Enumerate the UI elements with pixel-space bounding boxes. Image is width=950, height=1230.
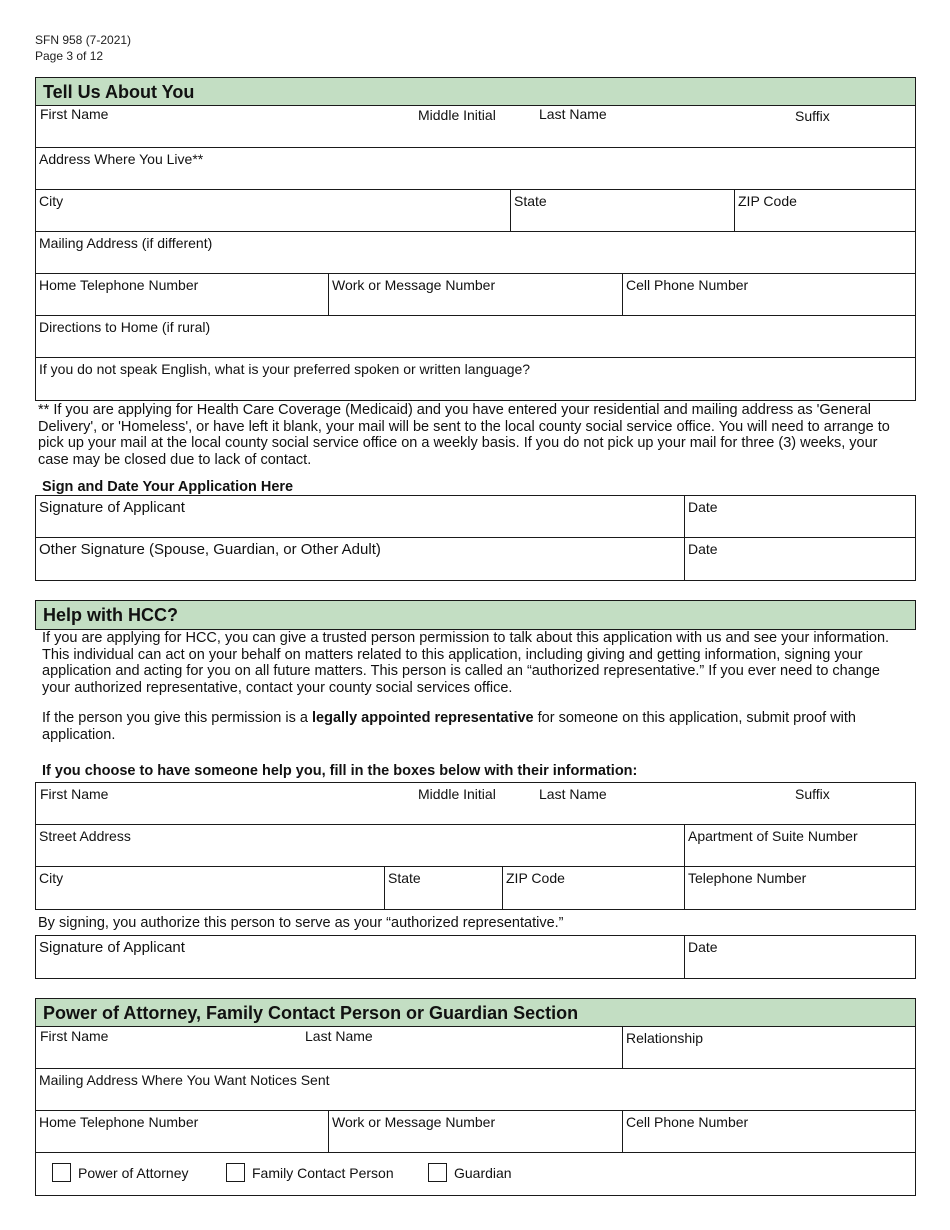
applicant-signature-field[interactable]	[36, 496, 684, 537]
other-signature-label: Other Signature (Spouse, Guardian, or Other Adult)	[39, 541, 381, 558]
help-p2-post: for someone on this application, submit proof with application.	[42, 710, 857, 743]
helper-state-field[interactable]	[384, 867, 502, 909]
phone-row	[36, 274, 915, 316]
helper-zip-label: ZIP Code	[506, 870, 565, 886]
helper-sign-box	[35, 935, 916, 979]
directions-label: Directions to Home (if rural)	[39, 319, 211, 335]
help-title: Help with HCC?	[36, 601, 915, 629]
helper-first-name-label: First Name	[40, 786, 109, 802]
address-label: Address Where You Live**	[39, 151, 204, 167]
sign-section	[35, 495, 916, 581]
guardian-checkbox[interactable]	[428, 1163, 512, 1182]
date2-label: Date	[688, 541, 718, 557]
directions-field[interactable]	[36, 316, 915, 358]
help-paragraph-1: If you are applying for HCC, you can give a trusted person permission to talk about this application with us and see your information. This individual can act on your behalf on matters related to this application, including giving and getting information, signing your application and acting for you on all future matters. This person is called an “authorized representative.” If you ever need to change your authorized representative, contact your county social services office.	[42, 630, 890, 696]
date-label: Date	[688, 499, 718, 515]
helper-sign-row	[36, 936, 915, 978]
zip-field[interactable]	[734, 190, 915, 231]
poa-phone-row	[36, 1111, 915, 1153]
help-paragraph-2	[42, 710, 907, 743]
language-label: If you do not speak English, what is your preferred spoken or written language?	[39, 361, 531, 377]
sign-heading: Sign and Date Your Application Here	[42, 479, 294, 495]
mailing-field[interactable]	[36, 232, 915, 274]
poa-title: Power of Attorney, Family Contact Person or Guardian Section	[36, 999, 915, 1027]
suffix-label: Suffix	[795, 108, 830, 124]
poa-name-row	[36, 1027, 915, 1069]
helper-street-row	[36, 825, 915, 867]
helper-street-label: Street Address	[39, 828, 131, 844]
mailing-label: Mailing Address (if different)	[39, 235, 213, 251]
helper-last-name-label: Last Name	[539, 786, 607, 802]
about-section	[35, 77, 916, 401]
fill-heading: If you choose to have someone help you, fill in the boxes below with their information:	[42, 763, 638, 779]
poa-cell-phone-label: Cell Phone Number	[626, 1114, 749, 1130]
helper-city-row	[36, 867, 915, 909]
poa-cell-phone-field[interactable]	[622, 1111, 915, 1152]
helper-phone-field[interactable]	[684, 867, 915, 909]
cell-phone-label: Cell Phone Number	[626, 277, 749, 293]
helper-street-field[interactable]	[36, 825, 684, 866]
poa-home-phone-label: Home Telephone Number	[39, 1114, 199, 1130]
helper-phone-label: Telephone Number	[688, 870, 807, 886]
date2-field[interactable]	[684, 538, 915, 580]
state-label: State	[514, 193, 547, 209]
helper-info-box	[35, 782, 916, 910]
work-phone-field[interactable]	[328, 274, 622, 315]
helper-zip-field[interactable]	[502, 867, 684, 909]
poa-relationship-label: Relationship	[626, 1030, 704, 1046]
home-phone-field[interactable]	[36, 274, 328, 315]
authorize-text: By signing, you authorize this person to serve as your “authorized representative.”	[38, 915, 564, 931]
poa-work-phone-label: Work or Message Number	[332, 1114, 496, 1130]
work-phone-label: Work or Message Number	[332, 277, 496, 293]
sign-row-1	[36, 496, 915, 538]
poa-options-row	[36, 1153, 915, 1195]
helper-city-field[interactable]	[36, 867, 384, 909]
helper-suffix-label: Suffix	[795, 786, 830, 802]
sign-row-2	[36, 538, 915, 580]
help-section	[35, 600, 916, 630]
helper-applicant-signature-field[interactable]	[36, 936, 684, 978]
page-number: Page 3 of 12	[35, 49, 104, 63]
family-contact-checkbox-label: Family Contact Person	[252, 1164, 394, 1181]
helper-state-label: State	[388, 870, 421, 886]
poa-home-phone-field[interactable]	[36, 1111, 328, 1152]
poa-checkbox-box[interactable]	[52, 1163, 71, 1182]
helper-city-label: City	[39, 870, 64, 886]
name-row[interactable]	[36, 106, 915, 148]
poa-mailing-label: Mailing Address Where You Want Notices Sent	[39, 1072, 330, 1088]
poa-first-name-label: First Name	[40, 1028, 109, 1044]
helper-applicant-signature-label: Signature of Applicant	[39, 939, 185, 956]
cell-phone-field[interactable]	[622, 274, 915, 315]
form-id: SFN 958 (7-2021)	[35, 33, 132, 47]
poa-work-phone-field[interactable]	[328, 1111, 622, 1152]
date-field[interactable]	[684, 496, 915, 537]
state-field[interactable]	[510, 190, 734, 231]
address-note: ** If you are applying for Health Care Coverage (Medicaid) and you have entered your residential and mailing address as 'General Delivery', or 'Homeless', or have left it blank, your mail will be sent to the local county social service office. You will need to arrange to pick up your mail at the local county social service office on a weekly basis. If you do not pick up your mail for three (3) weeks, your case may be closed due to lack of contact.	[38, 402, 890, 468]
city-row	[36, 190, 915, 232]
poa-relationship-field[interactable]	[622, 1027, 915, 1068]
home-phone-label: Home Telephone Number	[39, 277, 199, 293]
poa-checkbox-label: Power of Attorney	[78, 1164, 189, 1181]
applicant-signature-label: Signature of Applicant	[39, 499, 185, 516]
address-field[interactable]	[36, 148, 915, 190]
city-label: City	[39, 193, 64, 209]
help-p2-pre: If the person you give this permission is a	[42, 710, 312, 726]
city-field[interactable]	[36, 190, 510, 231]
zip-label: ZIP Code	[738, 193, 797, 209]
poa-last-name-label: Last Name	[305, 1028, 373, 1044]
poa-section	[35, 998, 916, 1196]
helper-date-field[interactable]	[684, 936, 915, 978]
help-p2-bold: legally appointed representative	[312, 710, 534, 726]
other-signature-field[interactable]	[36, 538, 684, 580]
poa-mailing-field[interactable]	[36, 1069, 915, 1111]
last-name-label: Last Name	[539, 106, 607, 122]
family-contact-checkbox-box[interactable]	[226, 1163, 245, 1182]
poa-checkbox[interactable]	[52, 1163, 189, 1182]
helper-apt-label: Apartment of Suite Number	[688, 828, 858, 844]
first-name-label: First Name	[40, 106, 109, 122]
helper-apt-field[interactable]	[684, 825, 915, 866]
family-contact-checkbox[interactable]	[226, 1163, 394, 1182]
poa-name-field[interactable]	[36, 1027, 622, 1068]
helper-middle-initial-label: Middle Initial	[418, 786, 496, 802]
language-field[interactable]	[36, 358, 915, 400]
about-title: Tell Us About You	[36, 78, 915, 106]
helper-name-row[interactable]	[36, 783, 915, 825]
guardian-checkbox-label: Guardian	[454, 1164, 512, 1181]
helper-date-label: Date	[688, 939, 718, 955]
guardian-checkbox-box[interactable]	[428, 1163, 447, 1182]
middle-initial-label: Middle Initial	[418, 107, 496, 123]
